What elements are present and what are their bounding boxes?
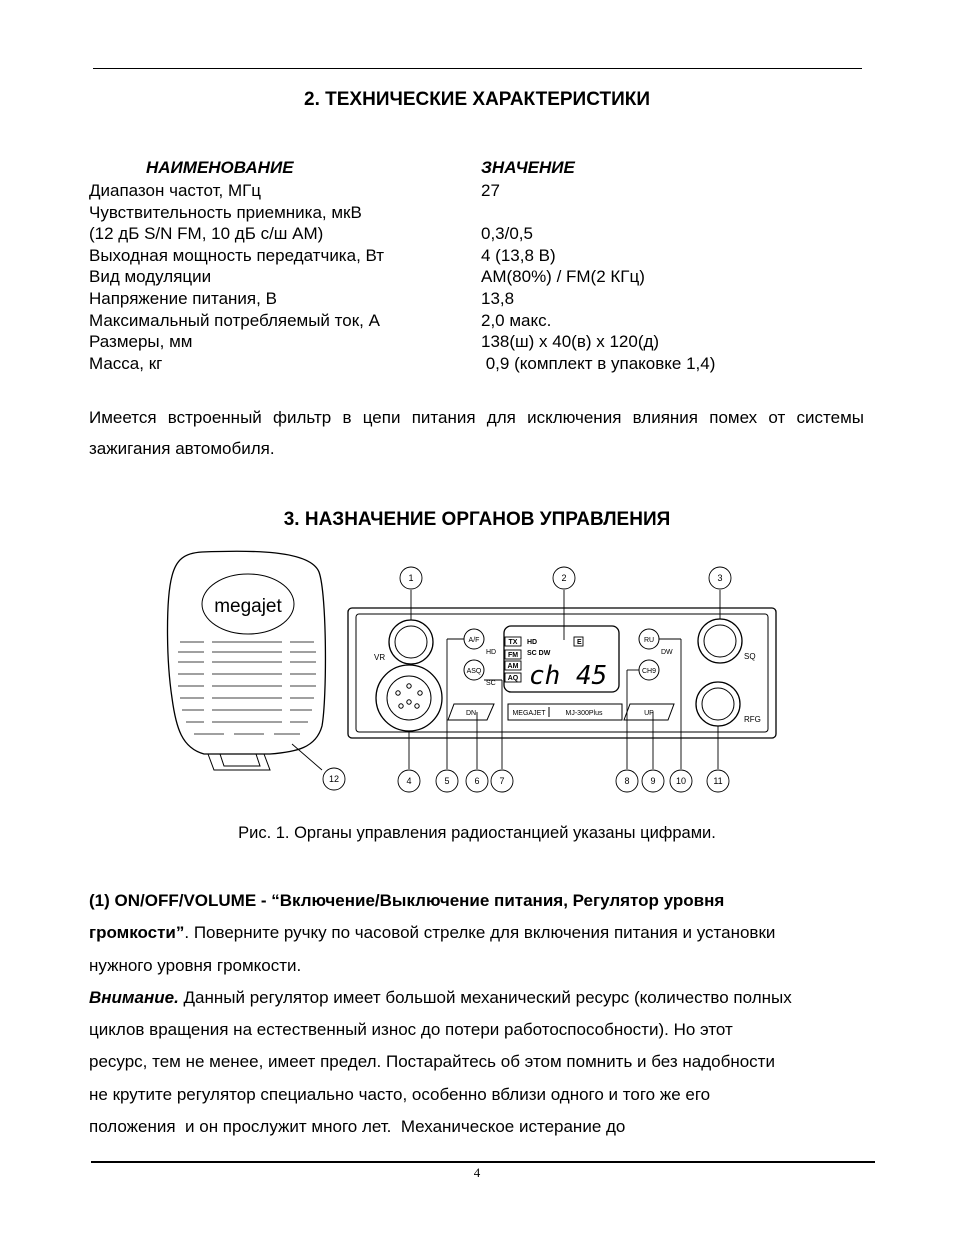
lcd-tag-fm: FM — [507, 652, 519, 659]
lcd-tag-tx: TX — [508, 639, 518, 646]
spec-value: 0,9 (комплект в упаковке 1,4) — [481, 353, 716, 373]
spec-name: Напряжение питания, В — [89, 288, 277, 308]
lcd-hd: HD — [527, 639, 538, 646]
warning-line: циклов вращения на естественный износ до потери работоспособности). Но этот — [89, 1020, 733, 1040]
spec-value: 0,3/0,5 — [481, 224, 533, 244]
spec-value: 4 (13,8 В) — [481, 245, 556, 265]
spec-value: 2,0 макс. — [481, 310, 552, 330]
item1-line2 — [89, 917, 879, 949]
spec-name: Выходная мощность передатчика, Вт — [89, 245, 385, 265]
spec-table — [89, 180, 849, 374]
filter-note: Имеется встроенный фильтр в цепи питания для исключения влияния помех от системы зажигания автомобиля. — [89, 408, 864, 458]
warning-line: положения и он прослужит много лет. Механическое истерание до — [89, 1117, 626, 1137]
label-ru: RU — [643, 637, 655, 644]
spec-row — [89, 180, 849, 202]
item1-bold: (1) ON/OFF/VOLUME - “Включение/Выключение питания, Регулятор уровня — [89, 891, 725, 910]
footer-rule — [91, 1161, 875, 1163]
warning-line: не крутите регулятор специально часто, особенно вблизи одного и того же его — [89, 1084, 711, 1104]
item1-heading — [89, 885, 879, 917]
callout-6: 6 — [474, 776, 480, 786]
lcd-tag-am: AM — [507, 663, 519, 670]
callout-2: 2 — [561, 573, 567, 583]
spec-name: Чувствительность приемника, мкВ — [89, 202, 362, 222]
item1-line3: нужного уровня громкости. — [89, 955, 302, 975]
callout-11: 11 — [713, 776, 723, 786]
radio-diagram — [164, 548, 800, 786]
lcd-tag-aq: AQ — [507, 675, 519, 682]
spec-value: AM(80%) / FM(2 КГц) — [481, 267, 645, 287]
label-rfg: RFG — [744, 715, 761, 724]
spec-row — [89, 223, 849, 245]
radio-body — [348, 608, 776, 738]
label-af: A/F — [468, 637, 480, 644]
header-rule — [93, 68, 862, 69]
control-description — [89, 885, 879, 1143]
page-number: 4 — [473, 1165, 481, 1180]
label-dw: DW — [661, 649, 673, 656]
warning-text: Данный регулятор имеет большой механический ресурс (количество полных — [178, 987, 792, 1007]
column-header-name: НАИМЕНОВАНИЕ — [146, 158, 294, 177]
section-2-title: 2. ТЕХНИЧЕСКИЕ ХАРАКТЕРИСТИКИ — [304, 89, 650, 110]
callout-4: 4 — [406, 776, 412, 786]
spec-name: Вид модуляции — [89, 267, 212, 287]
label-vr: VR — [374, 653, 386, 662]
warning-line — [89, 982, 879, 1014]
spec-row — [89, 288, 849, 310]
item1-text: . Поверните ручку по часовой стрелке для включения питания и установки — [184, 923, 776, 943]
spec-row — [89, 245, 849, 267]
spec-name: Масса, кг — [89, 353, 163, 373]
callout-9: 9 — [650, 776, 656, 786]
column-header-value: ЗНАЧЕНИЕ — [481, 158, 575, 177]
item1-bold2: громкости” — [89, 923, 185, 943]
callout-3: 3 — [717, 573, 723, 583]
callout-8: 8 — [624, 776, 630, 786]
section-3-title: 3. НАЗНАЧЕНИЕ ОРГАНОВ УПРАВЛЕНИЯ — [283, 509, 671, 530]
callout-12: 12 — [328, 774, 340, 784]
spec-value: 27 — [481, 181, 500, 200]
spec-row — [89, 266, 849, 288]
lcd-indicators: SC DW — [527, 650, 551, 657]
label-hd: HD — [486, 649, 497, 656]
spec-value: 138(ш) х 40(в) х 120(д) — [481, 332, 660, 352]
label-sq: SQ — [744, 652, 756, 661]
brand-label: MEGAJET — [512, 710, 546, 717]
figure-caption: Рис. 1. Органы управления радиостанцией указаны цифрами. — [238, 824, 716, 842]
label-ch9: CH9 — [641, 668, 657, 675]
spec-row — [89, 202, 849, 224]
spec-name: Размеры, мм — [89, 332, 193, 352]
microphone — [168, 551, 326, 770]
spec-row — [89, 353, 849, 375]
label-dn: DN — [465, 710, 477, 717]
spec-value: 13,8 — [481, 288, 515, 308]
label-asq: ASQ — [466, 668, 482, 675]
model-label: MJ-300Plus — [565, 710, 603, 717]
spec-name: Диапазон частот, МГц — [89, 181, 262, 200]
callout-10: 10 — [675, 776, 687, 786]
warning-line: ресурс, тем не менее, имеет предел. Постарайтесь об этом помнить и без надобности — [89, 1052, 775, 1072]
callout-5: 5 — [444, 776, 450, 786]
mic-brand: megajet — [214, 596, 282, 617]
spec-name: (12 дБ S/N FM, 10 дБ с/ш АМ) — [89, 224, 324, 244]
lcd-channel: ch 45 — [529, 661, 608, 691]
label-up: UP — [644, 710, 654, 717]
callout-1: 1 — [408, 573, 414, 583]
label-sc: SC — [486, 680, 496, 687]
warning-label: Внимание. — [89, 987, 179, 1007]
spec-name: Максимальный потребляемый ток, А — [89, 310, 380, 330]
lcd-e: E — [577, 639, 582, 646]
spec-row — [89, 331, 849, 353]
callout-7: 7 — [499, 776, 505, 786]
spec-row — [89, 310, 849, 332]
